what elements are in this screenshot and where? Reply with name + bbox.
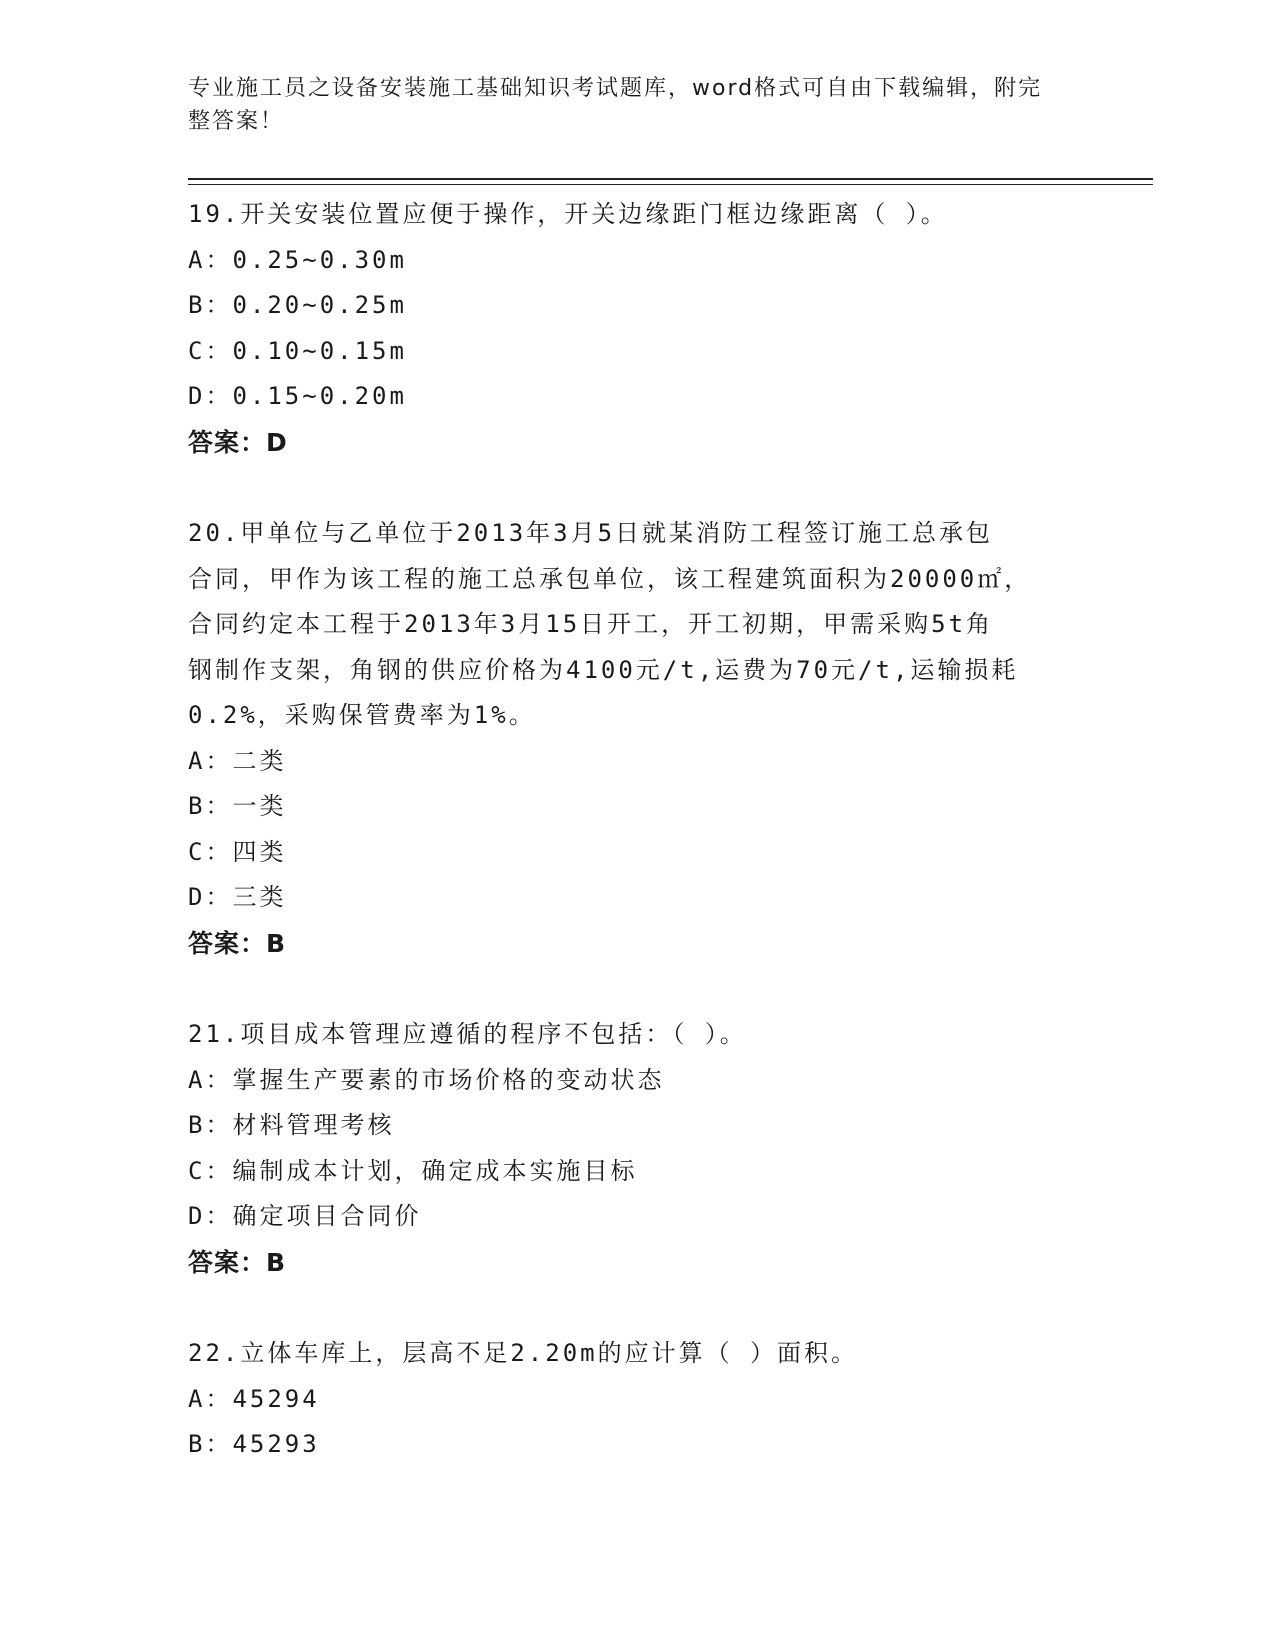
option-a: A：0.25~0.30m (188, 245, 407, 274)
stem-line: 21.项目成本管理应遵循的程序不包括：（ ）。 (188, 1020, 747, 1048)
option-b: B：一类 (188, 792, 287, 820)
option-d: D：0.15~0.20m (188, 382, 407, 410)
question-stem (188, 192, 1068, 238)
answer-label: 答案：B (188, 928, 287, 958)
stem-line: 钢制作支架，角钢的供应价格为4100元/t,运费为70元/t,运输损耗 (188, 655, 1019, 684)
stem-line: 合同，甲作为该工程的施工总承包单位，该工程建筑面积为20000㎡， (188, 564, 1032, 593)
stem-line: 19.开关安装位置应便于操作，开关边缘距门框边缘距离（ ）。 (188, 200, 948, 228)
option-c: C：四类 (188, 837, 287, 866)
question-list (188, 192, 1068, 1514)
stem-line: 合同约定本工程于2013年3月15日开工，开工初期，甲需采购5t角 (188, 610, 994, 638)
stem-line: 0.2%，采购保管费率为1%。 (188, 701, 536, 729)
question-stem (188, 511, 1068, 739)
option-b: B：材料管理考核 (188, 1111, 395, 1139)
stem-line: 22.立体车库上，层高不足2.20m的应计算（ ）面积。 (188, 1339, 859, 1367)
option-a: A：掌握生产要素的市场价格的变动状态 (188, 1065, 665, 1094)
question-stem (188, 1012, 1068, 1058)
option-d: D：三类 (188, 883, 287, 911)
header-line-1: 专业施工员之设备安装施工基础知识考试题库，word格式可自由下载编辑，附完 (188, 76, 1043, 101)
question-20 (188, 511, 1068, 966)
header-divider-thin (188, 184, 1153, 185)
question-stem (188, 1331, 1068, 1377)
answer-label: 答案：D (188, 427, 288, 457)
option-d: D：确定项目合同价 (188, 1202, 422, 1230)
option-b: B：45293 (188, 1430, 320, 1458)
answer-label: 答案：B (188, 1247, 287, 1277)
question-21 (188, 1012, 1068, 1285)
stem-line: 20.甲单位与乙单位于2013年3月5日就某消防工程签订施工总承包 (188, 519, 994, 547)
option-b: B：0.20~0.25m (188, 291, 407, 319)
option-a: A：二类 (188, 746, 287, 775)
document-header (188, 72, 1068, 138)
option-a: A：45294 (188, 1384, 320, 1413)
option-c: C：0.10~0.15m (188, 336, 407, 365)
header-line-2: 整答案！ (188, 109, 285, 134)
question-19 (188, 192, 1068, 465)
header-divider-thick (188, 178, 1153, 180)
option-c: C：编制成本计划，确定成本实施目标 (188, 1156, 638, 1185)
question-22 (188, 1331, 1068, 1468)
